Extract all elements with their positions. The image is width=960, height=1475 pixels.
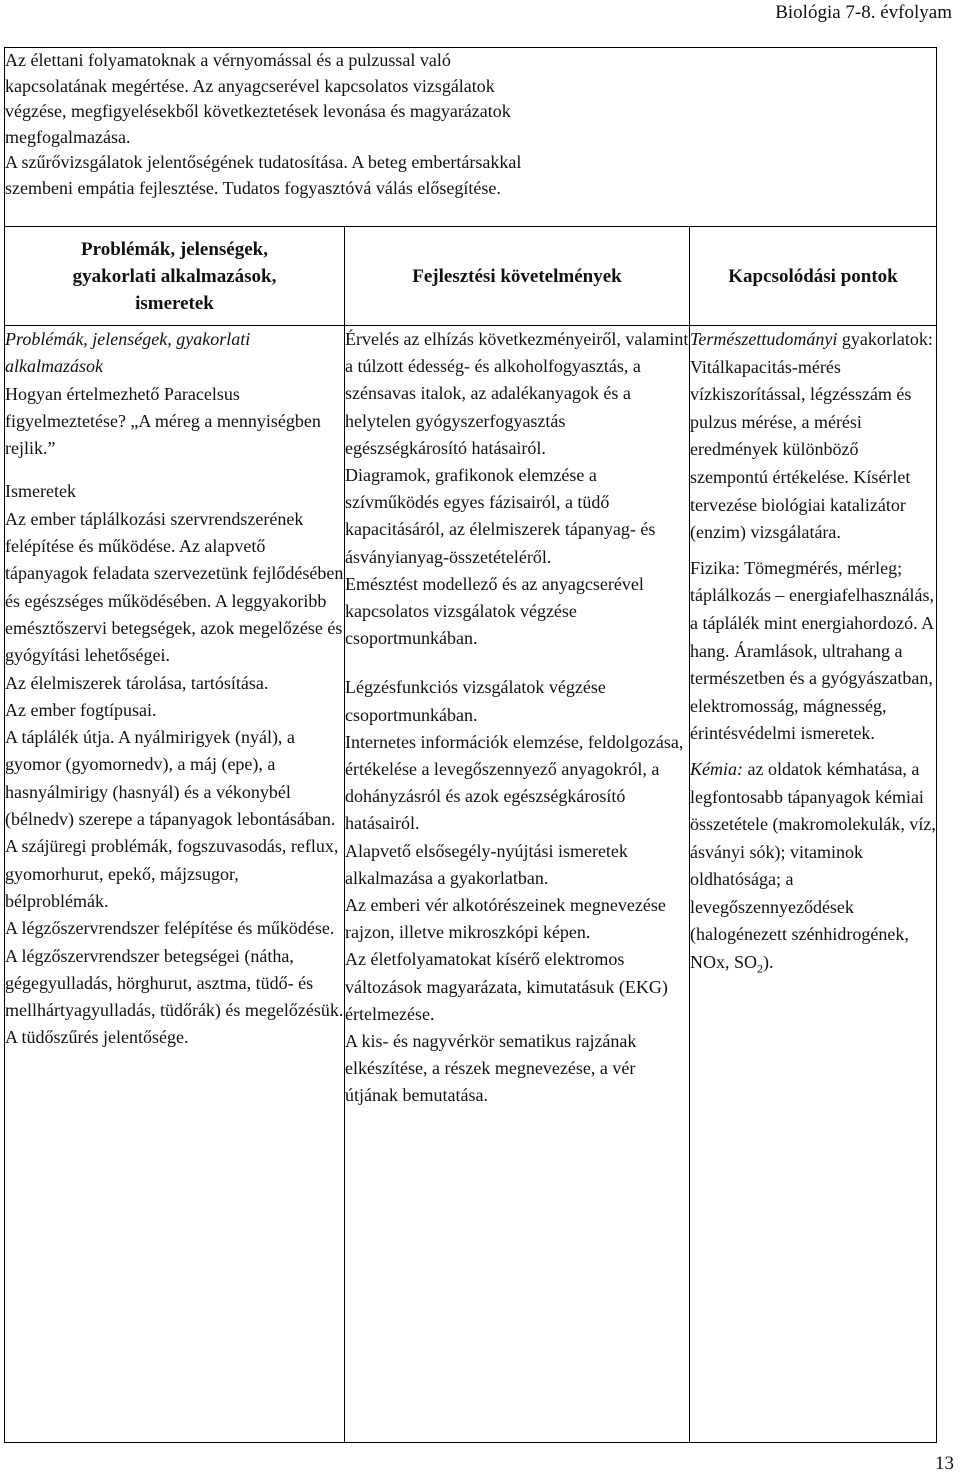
content-row — [5, 326, 937, 1443]
col1-section-label: Ismeretek — [5, 481, 76, 502]
page-number: 13 — [935, 1453, 954, 1474]
intro-line: végzése, megfigyelésekből következtetések levonása és magyarázatok — [5, 101, 511, 121]
science-label: Természettudományi — [690, 329, 838, 349]
col1-paragraph: A tüdőszűrés jelentősége. — [5, 1027, 189, 1048]
curriculum-table — [4, 47, 937, 1443]
physics-label: Fizika — [690, 557, 735, 578]
col2-paragraph: Érvelés az elhízás következményeiről, valamint a túlzott édesség- és alkoholfogyasztás, a szénsavas italok, az adalékanyagok és a helytelen gyógyszerfogyasztás egészségkárosító hatásairól. — [345, 329, 689, 458]
physics-text: : Tömegmérés, mérleg; táplálkozás – energiafelhasználás, a táplálék mint energiahordozó. A hang. Áramlások, ultrahang a természetben és a gyógyászatban, elektromosság, mágnesség, érintésvédelmi ismeretek. — [690, 557, 935, 744]
col1-paragraph: Az ember fogtípusai. — [5, 699, 157, 720]
intro-line: megfogalmazása. — [5, 126, 131, 147]
col2-paragraph: Légzésfunkciós vizsgálatok végzése csoportmunkában. — [345, 677, 606, 725]
col2-paragraph: Az életfolyamatokat kísérő elektromos változások magyarázata, kimutatásuk (EKG) értelmezése. — [345, 949, 668, 1024]
col3-science-block — [690, 326, 936, 547]
intro-cell — [5, 48, 937, 227]
col1-paragraph: A légzőszervrendszer felépítése és működése. A légzőszervrendszer betegségei (nátha, gégegyulladás, hörghurut, asztma, tüdő- és mellhártyagyulladás, tüdőrák) és megelőzésük. — [5, 918, 344, 1021]
col1-paragraph: Az ember táplálkozási szervrendszerének felépítése és működése. Az alapvető tápanyagok feladata szervezetünk fejlődésében és egészséges működésében. A leggyakoribb emésztőszervi betegségek, azok megelőzése és gyógyítási lehetőségei. — [5, 508, 344, 666]
chemistry-text: az oldatok kémhatása, a legfontosabb tápanyagok kémiai összetétele (makromolekulák, víz, ásványi sók); vitaminok oldhatósága; a levegőszennyeződések (halogénezett szénhidrogének, NOx, SO — [690, 758, 936, 973]
col1-paragraph: A táplálék útja. A nyálmirigyek (nyál), a gyomor (gyomornedv), a máj (epe), a hasnyálmirigy (hasnyál) és a vékonybél (bélnedv) szerepe a tápanyagok lebontásában. A szájüregi problémák, fogszuvasodás, reflux, gyomorhurut, epekő, májzsugor, bélproblémák. — [5, 727, 339, 911]
col2-paragraph: A kis- és nagyvérkör sematikus rajzának elkészítése, a részek megnevezése, a vér útjának bemutatása. — [345, 1031, 637, 1106]
col3-chemistry-block — [690, 756, 936, 983]
intro-line: kapcsolatának megértése. Az anyagcserével kapcsolatos vizsgálatok — [5, 75, 495, 96]
science-text: gyakorlatok: Vitálkapacitás-mérés vízkiszorítással, légzésszám és pulzus mérése, a mérési eredmények különböző szempontú értékelése. Kísérlet tervezése biológiai katalizátor (enzim) vizsgálatára. — [690, 329, 933, 543]
intro-row — [5, 48, 937, 227]
col2-cell — [345, 326, 690, 1443]
col2-header: Fejlesztési követelmények — [345, 227, 690, 326]
col3-cell — [690, 326, 937, 1443]
col2-paragraph: Emésztést modellező és az anyagcserével kapcsolatos vizsgálatok végzése csoportmunkában. — [345, 573, 644, 649]
col2-paragraph: Internetes információk elemzése, feldolgozása, értékelése a levegőszennyező anyagokról, a dohányzásról és azok egészségkárosító hatásairól. — [345, 731, 684, 834]
col1-question: Hogyan értelmezhető Paracelsus figyelmeztetése? „A méreg a mennyiségben rejlik.” — [5, 383, 321, 459]
chemistry-end: ). — [763, 952, 774, 973]
intro-line: Az élettani folyamatoknak a vérnyomással és a pulzussal való — [5, 50, 451, 70]
col3-header: Kapcsolódási pontok — [690, 227, 937, 326]
header-row — [5, 227, 937, 326]
running-header: Biológia 7-8. évfolyam — [775, 2, 952, 23]
col2-paragraph: Diagramok, grafikonok elemzése a szívműködés egyes fázisairól, a tüdő kapacitásáról, az élelmiszerek tápanyag- és ásványianyag-összetételéről. — [345, 465, 656, 567]
col2-paragraph: Az emberi vér alkotórészeinek megnevezése rajzon, illetve mikroszkópi képen. — [345, 895, 666, 943]
col1-header: Problémák, jelenségek, gyakorlati alkalmazások, ismeretek — [5, 227, 345, 326]
col1-paragraph: Az élelmiszerek tárolása, tartósítása. — [5, 672, 269, 693]
col1-cell — [5, 326, 345, 1443]
col3-physics-block — [690, 555, 936, 748]
col2-paragraph: Alapvető elsősegély-nyújtási ismeretek alkalmazása a gyakorlatban. — [345, 840, 628, 888]
chemistry-subscript: 2 — [757, 961, 764, 976]
chemistry-label: Kémia: — [690, 758, 743, 779]
intro-line: A szűrővizsgálatok jelentőségének tudatosítása. A beteg embertársakkal — [5, 152, 522, 172]
intro-line: szembeni empátia fejlesztése. Tudatos fogyasztóvá válás elősegítése. — [5, 177, 501, 198]
col1-title: Problémák, jelenségek, gyakorlati alkalmazások — [5, 329, 251, 377]
